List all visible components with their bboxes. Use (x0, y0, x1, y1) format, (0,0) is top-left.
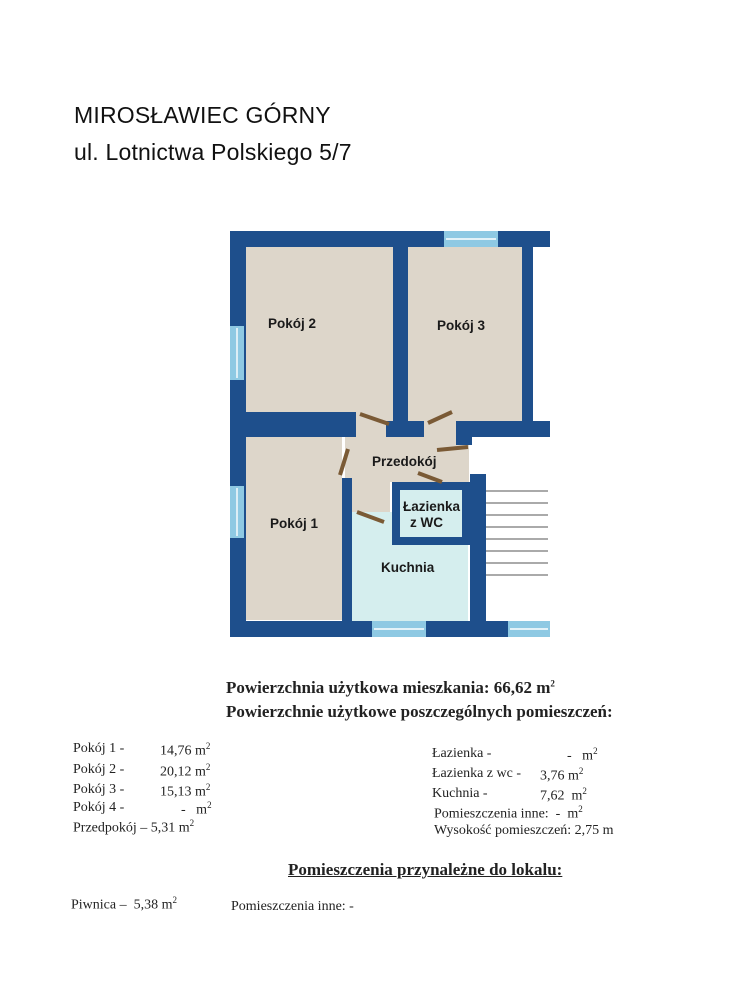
staircase (486, 491, 548, 575)
room-pokoj-3-floor (408, 247, 522, 422)
basement-area: Piwnica – 5,38 $m^2$ (71, 895, 177, 913)
label-przedpokoj: Przedokój (372, 454, 437, 469)
total-area: Powierzchnia użytkowa mieszkania: 66,62 $m^2$ (226, 678, 555, 697)
area-row-pokoj-1: Pokój 1 - 14,76 $m^2$ (73, 741, 211, 759)
rooms-area-title: Powierzchnie użytkowe poszczególnych pomieszczeń: (226, 702, 613, 721)
area-row-przedpokoj: Przedpokój – 5,31 $m^2$ (73, 818, 195, 836)
area-row-lazienka: Łazienka - - $m^2$ (432, 746, 598, 764)
label-pokoj-1: Pokój 1 (270, 516, 319, 531)
area-row-kuchnia: Kuchnia - 7,62 $m^2$ (432, 786, 587, 804)
address-street: ul. Lotnictwa Polskiego 5/7 (74, 139, 352, 165)
other-appurtenant: Pomieszczenia inne: - (231, 899, 354, 914)
area-row-pokoj-2: Pokój 2 - 20,12 $m^2$ (73, 762, 211, 780)
room-height: Wysokość pomieszczeń: 2,75 m (434, 823, 614, 838)
label-kuchnia: Kuchnia (381, 560, 435, 575)
address-city: MIROSŁAWIEC GÓRNY (74, 102, 331, 128)
area-row-other: Pomieszczenia inne: - $m^2$ (434, 804, 583, 822)
appurtenant-title: Pomieszczenia przynależne do lokalu: (288, 860, 563, 879)
area-row-pokoj-3: Pokój 3 - 15,13 $m^2$ (73, 782, 211, 800)
area-row-lazienka-wc: Łazienka z wc - 3,76 $m^2$ (432, 766, 584, 784)
label-lazienka-line1: Łazienka (403, 499, 461, 514)
label-pokoj-3: Pokój 3 (437, 318, 486, 333)
label-pokoj-2: Pokój 2 (268, 316, 317, 331)
area-row-pokoj-4: Pokój 4 - - $m^2$ (73, 800, 212, 818)
label-lazienka-line2: z WC (410, 515, 443, 530)
